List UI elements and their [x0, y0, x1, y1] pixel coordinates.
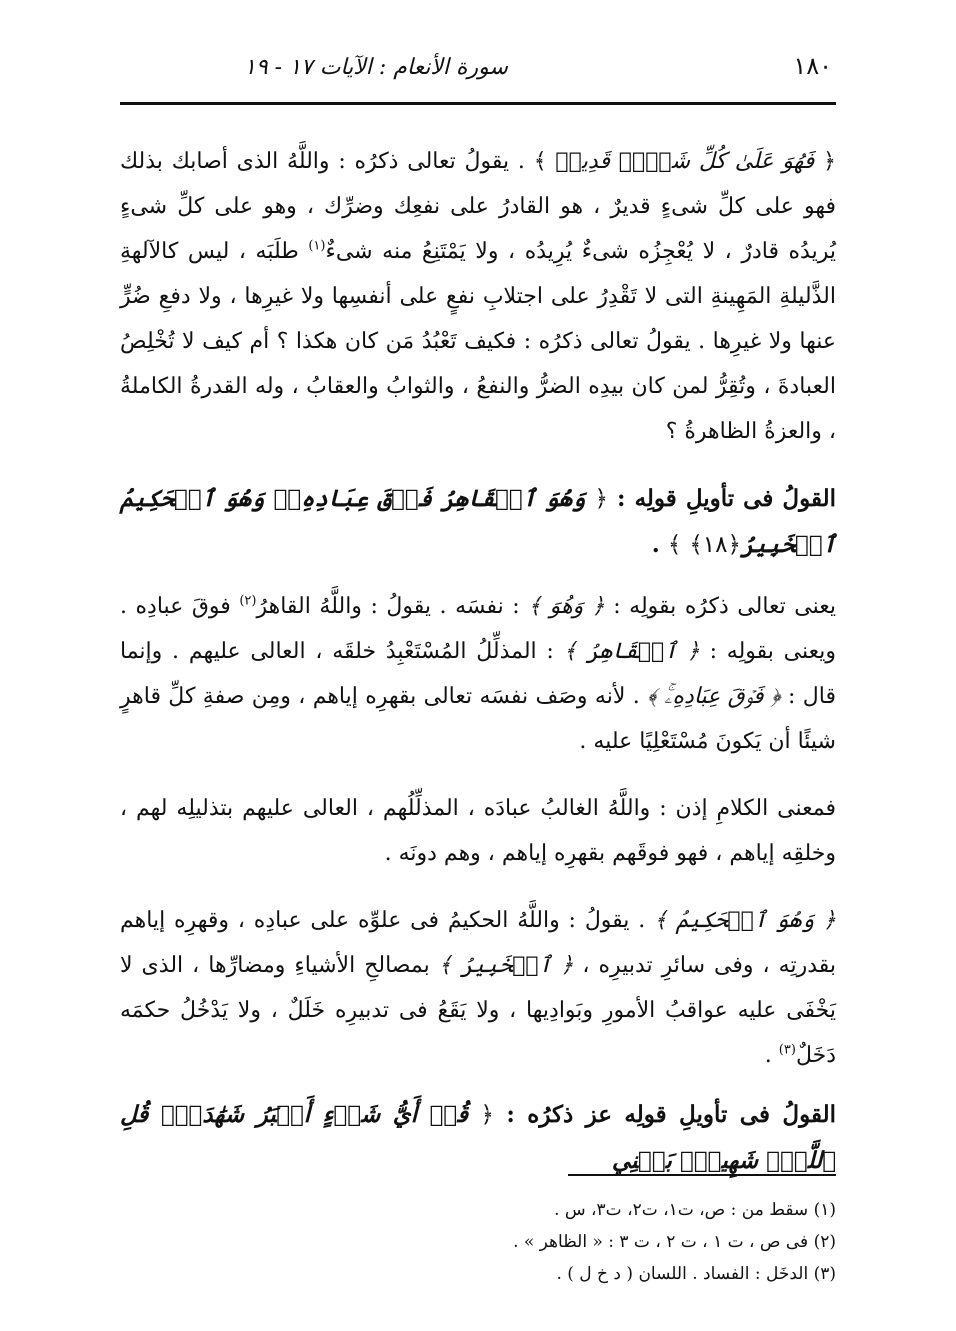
page-number: ١٨٠: [793, 52, 832, 80]
footnote-3: (٣) الدخَل : الفساد . اللسان ( د خ ل ) .: [556, 1264, 836, 1284]
footnote-1: (١) سقط من : ص، ت١، ت٢، ت٣، س .: [554, 1200, 836, 1220]
paragraph-3: [120, 786, 836, 876]
quran-quote: ﴿ فَوۡقَ عِبَادِهِۦۚ ﴾: [647, 684, 781, 709]
page-header: [120, 52, 836, 96]
footnote-marker-1: (١): [308, 238, 326, 254]
ornate-bracket-open: ﴿: [480, 1102, 494, 1128]
paragraph-text: : المذلِّلُ المُسْتَعْبِدُ خلقَه ، العالى عليهم . وإنما قال :: [120, 639, 836, 709]
ornate-bracket-close: ﴾: [667, 532, 682, 558]
ayah-number-marker: ﴿١٨﴾: [689, 532, 741, 558]
quran-quote: ﴿ وَهُوَ ٱلۡحَكِيمُ ﴾: [654, 908, 836, 933]
quran-quote-text: قُلۡ أَيُّ شَيۡءٍ أَكۡبَرُ شَهَٰدَةٗۖ قُلِ ٱللَّهُۖ شَهِيدُۢ بَيۡنِي: [120, 1101, 836, 1174]
paragraph-text: .: [764, 1043, 779, 1068]
section-heading-1: [120, 476, 836, 568]
paragraph-text: يعنى تعالى ذكرُه بقولِه :: [604, 594, 837, 619]
footnote-marker-2: (٢): [239, 593, 257, 609]
heading-tail: .: [651, 531, 668, 558]
footnote-2: (٢) فى ص ، ت ١ ، ت ٢ ، ت ٣ : « الظاهر » .: [513, 1232, 836, 1252]
main-text: [120, 139, 836, 1183]
section-heading-2: [120, 1092, 836, 1183]
paragraph-text: . لأنه وصَف نفسَه تعالى بقهرِه إياهم ، ومِن صفةِ كلِّ قاهرٍ شيئًا أن يَكونَ مُسْتَعْلِيًا عليه .: [120, 684, 836, 754]
header-rule: [120, 102, 836, 105]
paragraph-text: طلَبَه ، ليس كالآلهةِ الذَّليلةِ المَهِينةِ التى لا تَقْدِرُ على اجتلابِ نفعٍ على أنفسِها ولا غيرِها ، ولا دفعِ ضُرٍّ عنها ولا غيرِها . يقولُ تعالى ذكرُه : فكيف تَعْبُدُ مَن كان هكذا ؟ أم كيف لا تُخْلِصُ العبادةَ ، وتُقِرُّ لمن كان بيدِه الضرُّ والنفعُ ، والثوابُ والعقابُ ، وله القدرةُ الكاملةُ ، والعزةُ الظاهرةُ ؟: [120, 239, 836, 444]
paragraph-text: بمصالحِ الأشياءِ ومضارِّها ، الذى لا يَخْفَى عليه عواقبُ الأمورِ وبَوادِيها ، ولا يَقَعُ فى تدبيرِه خَلَلٌ ، ولا يَدْخُلُ حكمَه دَخَلٌ: [120, 953, 836, 1068]
quran-quote: ﴿ ٱلۡخَبِيرُ ﴾: [438, 953, 574, 978]
paragraph-text: . يقولُ تعالى ذكرُه : واللَّهُ الذى أصابك بذلك فهو على كلِّ شىءٍ قديرٌ ، هو القادرُ على نفعِك وضرِّك ، وهو على كلِّ شىءٍ يُريدُه قادرٌ ، لا يُعْجِزُه شىءٌ يُرِيدُه ، ولا يَمْتَنِعُ منه شىءٌ: [120, 149, 836, 264]
paragraph-text: فمعنى الكلامِ إذن : واللَّهُ الغالبُ عبادَه ، المذلِّلُهم ، العالى عليهم بتذليلِه لهم ، وخلقِه إياهم ، فهو فوقَهم بقهرِه إياهم ، وهم دونَه .: [120, 796, 836, 866]
paragraph-text: . يقولُ : واللَّهُ الحكيمُ فى علوِّه على عبادِه ، وقهرِه إياهم بقدرتِه ، وفى سائرِ تدبيرِه ،: [120, 908, 836, 978]
quran-quote: ﴿ وَهُوَ ﴾: [528, 594, 605, 619]
paragraph-text: : نفسَه . يقولُ : واللَّهُ القاهرُ: [256, 594, 529, 619]
ornate-bracket-close: ﴾: [533, 149, 547, 174]
ornate-bracket-open: ﴿: [823, 149, 836, 174]
paragraph-text: فوقَ عبادِه . ويعنى بقولِه :: [120, 594, 836, 664]
ornate-bracket-open: ﴿: [594, 486, 609, 512]
paragraph-2: [120, 584, 836, 764]
footnote-rule: [568, 1174, 836, 1176]
heading-lead: القولُ فى تأويلِ قولِه :: [608, 485, 836, 512]
running-title: سورة الأنعام : الآيات ١٧ - ١٩: [244, 55, 508, 80]
footnotes: [120, 1194, 836, 1290]
paragraph-1: [120, 139, 836, 454]
footnote-marker-3: (٣): [778, 1042, 796, 1058]
quran-quote: ﴿ ٱلۡقَاهِرُ ﴾: [563, 639, 700, 664]
quran-quote: [534, 149, 836, 174]
book-page: [120, 52, 836, 1312]
paragraph-4: [120, 898, 836, 1078]
quran-quote-text: وَهُوَ ٱلۡقَاهِرُ فَوۡقَ عِبَادِهِۦۚ وَهُوَ ٱلۡحَكِيمُ ٱلۡخَبِيرُ: [120, 485, 836, 558]
quran-quote-text: فَهُوَ عَلَىٰ كُلِّ شَيۡءٖ قَدِيرٞ: [555, 149, 815, 174]
heading-lead: القولُ فى تأويلِ قولِه عز ذكرُه :: [493, 1101, 836, 1128]
